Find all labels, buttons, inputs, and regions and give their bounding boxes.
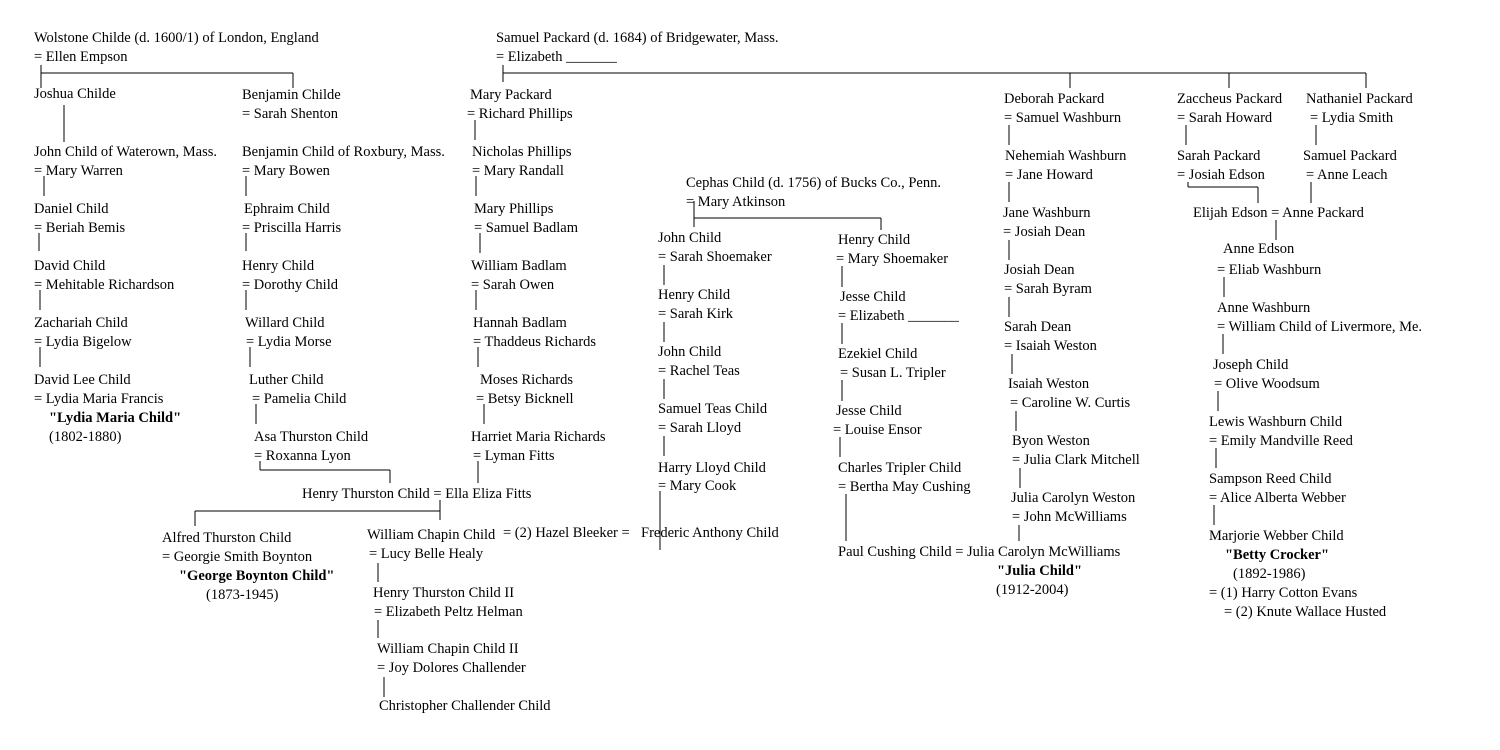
person-label-nathaniel-3: = Anne Leach [1306, 167, 1388, 183]
person-label-edson-line-1: Anne Edson [1223, 241, 1295, 257]
person-label-benjamin-line-10: Luther Child [249, 372, 324, 388]
person-label-nathaniel-2: Samuel Packard [1303, 148, 1397, 164]
person-label-john-line-2: Henry Child [658, 287, 731, 303]
person-label-edson-line-0: Elijah Edson = Anne Packard [1193, 205, 1364, 221]
person-label-william-chapin-8: Christopher Challender Child [379, 698, 551, 714]
person-label-deborah-line-6: Josiah Dean [1004, 262, 1075, 278]
person-label-deborah-line-0: Deborah Packard [1004, 91, 1105, 107]
person-label-deborah-line-8: Sarah Dean [1004, 319, 1072, 335]
person-label-mary-packard-line-7: = Sarah Owen [471, 277, 555, 293]
person-label-william-chapin-4: Henry Thurston Child II [373, 585, 515, 601]
person-label-william-chapin-3: = Lucy Belle Healy [369, 546, 484, 562]
person-label-henry-thurston: Henry Thurston Child = Ella Eliza Fitts [302, 486, 532, 502]
person-label-zaccheus-0: Zaccheus Packard [1177, 91, 1283, 107]
person-label-joshua-line-9: David Lee Child [34, 372, 131, 388]
person-label-joshua-line-6: = Mehitable Richardson [34, 277, 175, 293]
person-label-packard-1: = Elizabeth _______ [496, 49, 617, 65]
person-label-deborah-line-3: = Jane Howard [1005, 167, 1093, 183]
person-label-zaccheus-1: = Sarah Howard [1177, 110, 1273, 126]
person-label-william-chapin-1: = (2) Hazel Bleeker = [503, 525, 630, 541]
person-label-joshua-line-2: = Mary Warren [34, 163, 123, 179]
person-label-joshua-line-7: Zachariah Child [34, 315, 128, 331]
person-label-joshua-line-5: David Child [34, 258, 106, 274]
person-label-joshua-line-11: "Lydia Maria Child" [49, 410, 182, 426]
person-label-henry-line-6: Jesse Child [836, 403, 902, 419]
person-label-benjamin-line-12: Asa Thurston Child [254, 429, 369, 445]
person-label-mary-packard-line-6: William Badlam [471, 258, 567, 274]
person-label-packard-0: Samuel Packard (d. 1684) of Bridgewater, Mass. [496, 30, 779, 46]
person-label-cephas-1: = Mary Atkinson [686, 194, 786, 210]
person-label-john-line-3: = Sarah Kirk [658, 306, 734, 322]
person-label-edson-line-6: = Olive Woodsum [1214, 376, 1320, 392]
person-label-john-line-9: = Mary Cook [658, 478, 737, 494]
person-label-mary-packard-line-11: = Betsy Bicknell [476, 391, 574, 407]
person-label-mary-packard-line-13: = Lyman Fitts [473, 448, 555, 464]
person-label-deborah-line-12: Byon Weston [1012, 433, 1090, 449]
person-label-joshua-line-10: = Lydia Maria Francis [34, 391, 164, 407]
person-label-benjamin-line-1: = Sarah Shenton [242, 106, 338, 122]
person-label-william-chapin-6: William Chapin Child II [377, 641, 519, 657]
person-label-benjamin-line-6: Henry Child [242, 258, 315, 274]
person-label-john-line-0: John Child [658, 230, 722, 246]
person-label-mary-packard-line-4: Mary Phillips [474, 201, 554, 217]
person-label-benjamin-line-5: = Priscilla Harris [242, 220, 342, 236]
person-label-joshua-line-3: Daniel Child [34, 201, 109, 217]
person-label-deborah-line-15: = John McWilliams [1012, 509, 1127, 525]
person-label-edson-line-8: = Emily Mandville Reed [1209, 433, 1353, 449]
person-label-john-line-1: = Sarah Shoemaker [658, 249, 772, 265]
person-label-deborah-line-1: = Samuel Washburn [1004, 110, 1122, 126]
person-label-alfred-1: = Georgie Smith Boynton [162, 549, 313, 565]
person-label-henry-line-3: = Elizabeth _______ [838, 308, 959, 324]
person-label-john-line-8: Harry Lloyd Child [658, 460, 766, 476]
person-label-mary-packard-line-10: Moses Richards [480, 372, 574, 388]
person-label-deborah-line-2: Nehemiah Washburn [1005, 148, 1127, 164]
person-label-cephas-0: Cephas Child (d. 1756) of Bucks Co., Penn. [686, 175, 941, 191]
person-label-joshua-line-1: John Child of Waterown, Mass. [34, 144, 218, 160]
person-label-john-line-5: = Rachel Teas [658, 363, 740, 379]
person-label-mary-packard-line-2: Nicholas Phillips [472, 144, 572, 160]
person-label-william-chapin-2: Frederic Anthony Child [641, 525, 779, 541]
person-label-henry-line-4: Ezekiel Child [838, 346, 918, 362]
person-label-william-chapin-0: William Chapin Child [367, 527, 496, 543]
person-label-edson-line-10: = Alice Alberta Webber [1209, 490, 1346, 506]
person-label-mary-packard-line-9: = Thaddeus Richards [473, 334, 597, 350]
person-label-benjamin-line-9: = Lydia Morse [246, 334, 332, 350]
person-label-henry-line-0: Henry Child [838, 232, 911, 248]
person-label-edson-line-9: Sampson Reed Child [1209, 471, 1332, 487]
person-label-benjamin-line-3: = Mary Bowen [242, 163, 330, 179]
person-label-deborah-line-13: = Julia Clark Mitchell [1012, 452, 1140, 468]
person-label-deborah-line-9: = Isaiah Weston [1004, 338, 1097, 354]
person-label-joshua-line-4: = Beriah Bemis [34, 220, 126, 236]
person-label-edson-line-3: Anne Washburn [1217, 300, 1311, 316]
person-label-mary-packard-line-1: = Richard Phillips [467, 106, 573, 122]
person-label-william-chapin-5: = Elizabeth Peltz Helman [374, 604, 523, 620]
person-label-mary-packard-line-3: = Mary Randall [472, 163, 564, 179]
person-label-paul-0: Paul Cushing Child = Julia Carolyn McWilliams [838, 544, 1121, 560]
person-label-henry-line-5: = Susan L. Tripler [840, 365, 946, 381]
person-label-deborah-line-7: = Sarah Byram [1004, 281, 1092, 297]
person-label-edson-line-5: Joseph Child [1213, 357, 1289, 373]
person-label-mary-packard-line-0: Mary Packard [470, 87, 552, 103]
person-label-mary-packard-line-12: Harriet Maria Richards [471, 429, 606, 445]
person-label-alfred-2: "George Boynton Child" [179, 568, 335, 584]
person-label-deborah-line-5: = Josiah Dean [1003, 224, 1086, 240]
person-label-alfred-3: (1873-1945) [206, 587, 279, 603]
person-label-benjamin-line-2: Benjamin Child of Roxbury, Mass. [242, 144, 445, 160]
person-label-deborah-line-14: Julia Carolyn Weston [1011, 490, 1136, 506]
person-label-edson-line-4: = William Child of Livermore, Me. [1217, 319, 1423, 335]
person-label-deborah-line-4: Jane Washburn [1003, 205, 1091, 221]
person-label-henry-line-8: Charles Tripler Child [838, 460, 962, 476]
person-label-edson-line-2: = Eliab Washburn [1217, 262, 1322, 278]
person-label-benjamin-line-4: Ephraim Child [244, 201, 330, 217]
person-label-john-line-6: Samuel Teas Child [658, 401, 768, 417]
person-label-joshua-line-0: Joshua Childe [34, 86, 116, 102]
person-label-henry-line-2: Jesse Child [840, 289, 906, 305]
person-label-paul-2: (1912-2004) [996, 582, 1069, 598]
person-label-henry-line-1: = Mary Shoemaker [836, 251, 949, 267]
person-label-childe-0: Wolstone Childe (d. 1600/1) of London, England [34, 30, 319, 46]
person-label-mary-packard-line-8: Hannah Badlam [473, 315, 567, 331]
person-label-paul-1: "Julia Child" [997, 563, 1083, 579]
person-label-mary-packard-line-5: = Samuel Badlam [474, 220, 579, 236]
person-label-benjamin-line-8: Willard Child [245, 315, 325, 331]
person-label-childe-1: = Ellen Empson [34, 49, 128, 65]
person-label-joshua-line-12: (1802-1880) [49, 429, 122, 445]
person-label-alfred-0: Alfred Thurston Child [162, 530, 292, 546]
person-label-joshua-line-8: = Lydia Bigelow [34, 334, 132, 350]
person-label-deborah-line-11: = Caroline W. Curtis [1010, 395, 1131, 411]
person-label-edson-line-7: Lewis Washburn Child [1209, 414, 1343, 430]
person-label-edson-line-11: Marjorie Webber Child [1209, 528, 1344, 544]
person-label-edson-line-12: "Betty Crocker" [1225, 547, 1330, 563]
person-label-benjamin-line-7: = Dorothy Child [242, 277, 338, 293]
person-label-henry-line-7: = Louise Ensor [833, 422, 922, 438]
person-label-nathaniel-0: Nathaniel Packard [1306, 91, 1413, 107]
person-label-benjamin-line-11: = Pamelia Child [252, 391, 347, 407]
person-label-henry-line-9: = Bertha May Cushing [838, 479, 971, 495]
person-label-zaccheus-3: = Josiah Edson [1177, 167, 1265, 183]
person-label-benjamin-line-13: = Roxanna Lyon [254, 448, 351, 464]
person-label-zaccheus-2: Sarah Packard [1177, 148, 1261, 164]
person-label-benjamin-line-0: Benjamin Childe [242, 87, 341, 103]
person-label-deborah-line-10: Isaiah Weston [1008, 376, 1090, 392]
person-label-nathaniel-1: = Lydia Smith [1310, 110, 1394, 126]
person-label-edson-line-14: = (1) Harry Cotton Evans [1209, 585, 1358, 601]
person-label-william-chapin-7: = Joy Dolores Challender [377, 660, 526, 676]
person-label-edson-line-15: = (2) Knute Wallace Husted [1224, 604, 1387, 620]
person-label-john-line-7: = Sarah Lloyd [658, 420, 742, 436]
person-label-john-line-4: John Child [658, 344, 722, 360]
person-label-edson-line-13: (1892-1986) [1233, 566, 1306, 582]
